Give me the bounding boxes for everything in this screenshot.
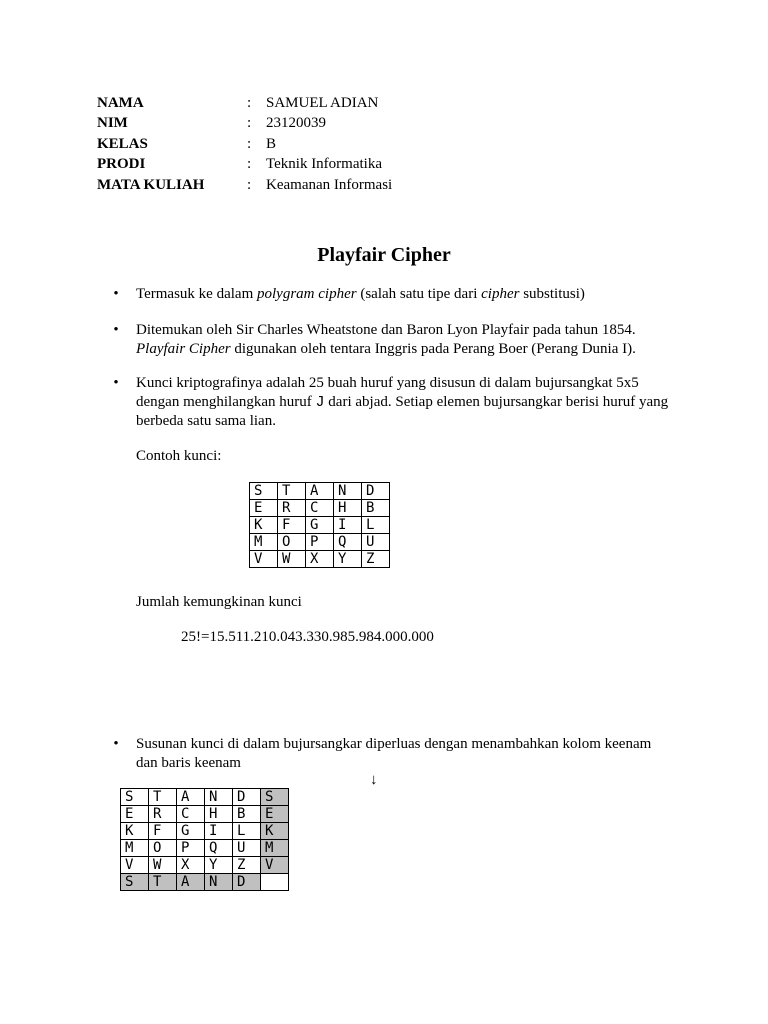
info-label: KELAS — [97, 135, 148, 152]
key-square-cell: Q — [334, 534, 362, 551]
key-square-cell: O — [278, 534, 306, 551]
text-run: substitusi) — [519, 286, 585, 302]
text-run-mono: J — [315, 394, 325, 411]
extended-key-square-cell — [261, 874, 289, 891]
extended-key-square-cell: L — [233, 823, 261, 840]
info-value: 23120039 — [266, 115, 326, 132]
extended-key-square-cell: E — [121, 806, 149, 823]
extended-key-square-cell: K — [121, 823, 149, 840]
extended-key-square-cell: I — [205, 823, 233, 840]
key-square-cell: D — [362, 483, 390, 500]
extended-key-square-row — [121, 874, 289, 891]
extended-key-square-cell: S — [121, 874, 149, 891]
bullet-icon: • — [113, 322, 119, 338]
text-run: dari abjad. Setiap elemen bujursangkar berisi huruf yang berbeda satu sama lian. — [136, 394, 669, 429]
extended-key-square-cell: Q — [205, 840, 233, 857]
text-run: (salah satu tipe dari — [356, 286, 482, 302]
text-run-italic: cipher — [481, 286, 520, 302]
key-square-cell: W — [278, 551, 306, 568]
jumlah-kunci-value: 25!=15.511.210.043.330.985.984.000.000 — [181, 629, 434, 645]
extended-key-square-cell: Z — [233, 857, 261, 874]
key-square-cell: H — [334, 500, 362, 517]
extended-key-square-row — [121, 806, 289, 823]
extended-key-square-cell: C — [177, 806, 205, 823]
key-square-cell: I — [334, 517, 362, 534]
page-title: Playfair Cipher — [317, 244, 451, 266]
key-square-cell: T — [278, 483, 306, 500]
info-label: NIM — [97, 115, 128, 132]
info-separator: : — [247, 156, 252, 173]
bullet-icon: • — [113, 286, 119, 302]
key-square-cell: U — [362, 534, 390, 551]
info-separator: : — [247, 95, 252, 111]
text-run-italic: polygram cipher — [257, 286, 357, 302]
extended-key-square-cell: R — [149, 806, 177, 823]
extended-key-square-cell: S — [121, 789, 149, 806]
extended-key-square-cell: V — [121, 857, 149, 874]
extended-key-square-cell: V — [261, 857, 289, 874]
key-square-cell: C — [306, 500, 334, 517]
key-square-row — [250, 551, 390, 568]
extended-key-square-cell: G — [177, 823, 205, 840]
info-separator: : — [247, 135, 252, 152]
key-square-cell: Y — [334, 551, 362, 568]
extended-key-square-cell: K — [261, 823, 289, 840]
text-run: Kunci kriptografinya adalah 25 buah huruf yang disusun di dalam bujursangkat 5x5 dengan menghilangkan huruf — [136, 375, 639, 410]
key-square-row — [250, 534, 390, 551]
bullet-text-4: Susunan kunci di dalam bujursangkar diperluas dengan menambahkan kolom keenam dan baris keenam — [136, 736, 652, 771]
info-separator: : — [247, 176, 252, 193]
extended-key-square-cell: X — [177, 857, 205, 874]
extended-key-square-row — [121, 789, 289, 806]
bullet-text-2 — [136, 321, 681, 359]
bullet-icon: • — [113, 736, 119, 752]
extended-key-square-cell: M — [261, 840, 289, 857]
extended-key-square-row — [121, 840, 289, 857]
key-square-5x5 — [249, 482, 390, 568]
key-square-cell: L — [362, 517, 390, 534]
extended-key-square-cell: F — [149, 823, 177, 840]
extended-key-square-cell: O — [149, 840, 177, 857]
jumlah-kunci-label: Jumlah kemungkinan kunci — [136, 594, 302, 610]
extended-key-square-row — [121, 823, 289, 840]
info-value: Teknik Informatika — [266, 156, 382, 173]
extended-key-square-cell: D — [233, 789, 261, 806]
key-square-cell: B — [362, 500, 390, 517]
text-run: Ditemukan oleh Sir Charles Wheatstone dan Baron Lyon Playfair pada tahun 1854. — [136, 322, 636, 338]
key-square-cell: M — [250, 534, 278, 551]
info-separator: : — [247, 115, 252, 132]
info-value: SAMUEL ADIAN — [266, 95, 379, 111]
extended-key-square-cell: A — [177, 874, 205, 891]
bullet-icon: • — [113, 375, 119, 391]
down-arrow-icon: ↓ — [370, 772, 378, 788]
extended-key-square-cell: N — [205, 789, 233, 806]
extended-key-square-cell: N — [205, 874, 233, 891]
extended-key-square-cell: P — [177, 840, 205, 857]
key-square-row — [250, 500, 390, 517]
key-square-cell: A — [306, 483, 334, 500]
key-square-cell: V — [250, 551, 278, 568]
key-square-cell: F — [278, 517, 306, 534]
extended-key-square-cell: H — [205, 806, 233, 823]
bullet-text-3 — [136, 374, 681, 431]
key-square-cell: E — [250, 500, 278, 517]
extended-key-square-cell: E — [261, 806, 289, 823]
key-square-cell: N — [334, 483, 362, 500]
info-label: NAMA — [97, 95, 144, 111]
extended-key-square-cell: D — [233, 874, 261, 891]
extended-key-square-cell: S — [261, 789, 289, 806]
key-square-cell: X — [306, 551, 334, 568]
info-label: MATA KULIAH — [97, 176, 205, 193]
extended-key-square-cell: A — [177, 789, 205, 806]
extended-key-square-cell: T — [149, 789, 177, 806]
extended-key-square-cell: U — [233, 840, 261, 857]
key-square-cell: P — [306, 534, 334, 551]
key-square-cell: Z — [362, 551, 390, 568]
key-square-cell: G — [306, 517, 334, 534]
key-square-cell: K — [250, 517, 278, 534]
key-square-row — [250, 517, 390, 534]
extended-key-square-cell: W — [149, 857, 177, 874]
key-square-cell: R — [278, 500, 306, 517]
contoh-kunci-label: Contoh kunci: — [136, 448, 222, 464]
text-run: Termasuk ke dalam — [136, 286, 257, 302]
extended-key-square-row — [121, 857, 289, 874]
extended-key-square-cell: M — [121, 840, 149, 857]
extended-key-square-cell: Y — [205, 857, 233, 874]
key-square-cell: S — [250, 483, 278, 500]
text-run: digunakan oleh tentara Inggris pada Perang Boer (Perang Dunia I). — [230, 341, 636, 357]
info-value: B — [266, 135, 277, 152]
info-label: PRODI — [97, 156, 146, 173]
bullet-text-1 — [136, 285, 681, 304]
extended-key-square-cell: T — [149, 874, 177, 891]
text-run-italic: Playfair Cipher — [136, 341, 231, 357]
key-square-6x6 — [120, 788, 289, 891]
extended-key-square-cell: B — [233, 806, 261, 823]
key-square-row — [250, 483, 390, 500]
info-value: Keamanan Informasi — [266, 176, 393, 193]
